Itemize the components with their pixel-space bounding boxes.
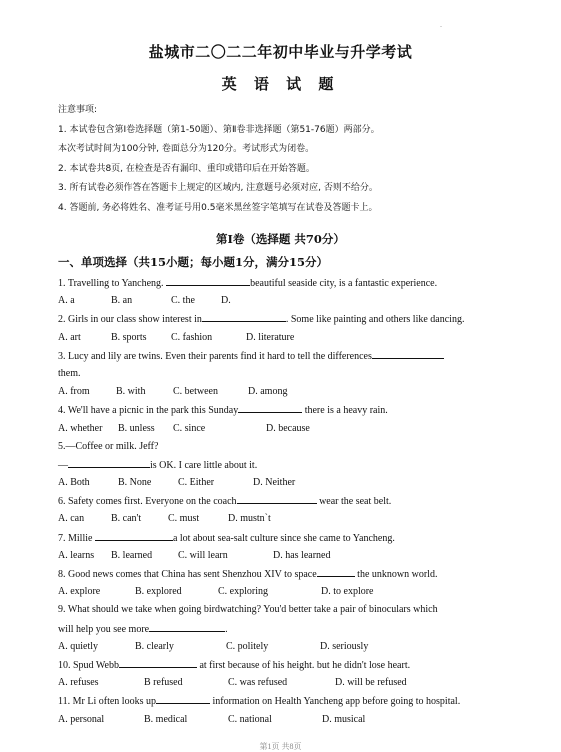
question-line	[58, 401, 518, 419]
answer-blank[interactable]	[317, 565, 355, 577]
question-text: 1. Travelling to Yancheng.	[58, 278, 167, 289]
answer-option[interactable]: B. an	[111, 295, 133, 307]
answer-option[interactable]: A. refuses	[58, 677, 99, 689]
answer-option[interactable]: C. will learn	[178, 549, 228, 561]
answer-option[interactable]: D. mustn`t	[228, 513, 271, 525]
answer-option[interactable]: D. has learned	[273, 549, 331, 561]
question-line	[58, 565, 518, 583]
question-line	[58, 656, 518, 674]
answer-option[interactable]: C. between	[173, 386, 218, 398]
question-text: 3. Lucy and lily are twins. Even their parents find it hard to tell the differences	[58, 350, 372, 362]
answer-option[interactable]: B. None	[118, 477, 152, 489]
answer-option[interactable]: A. personal	[58, 713, 105, 725]
note-item: 2. 本试卷共8页, 在检查是否有漏印、重印或错印后在开始答题。	[58, 163, 315, 174]
answer-option[interactable]: D. to explore	[321, 586, 374, 598]
part-title: 一、单项选择（共15小题；每小题1分，满分15分）	[58, 255, 329, 269]
answer-blank[interactable]	[238, 401, 302, 413]
answer-option[interactable]: C. politely	[226, 640, 269, 652]
question-text: .	[225, 623, 228, 635]
notes-section	[58, 101, 380, 218]
question-text: 4. We'll have a picnic in the park this Sunday	[58, 405, 239, 417]
notes-heading: 注意事项:	[58, 105, 98, 115]
answer-option[interactable]: D. seriously	[320, 640, 369, 652]
corner-mark: .	[440, 20, 442, 29]
question-line	[58, 347, 518, 365]
answer-option[interactable]: B. medical	[144, 713, 188, 725]
note-item: 本次考试时间为100分钟, 卷面总分为120分。考试形式为闭卷。	[58, 144, 315, 154]
question-text: 11. Mr Li often looks up	[58, 696, 156, 708]
section-title: 第Ⅰ卷（选择题 共70分）	[216, 232, 345, 246]
answer-blank[interactable]	[237, 492, 317, 504]
answer-option[interactable]: C. national	[228, 713, 272, 725]
answer-option[interactable]: C. was refused	[228, 677, 288, 689]
question-line	[58, 620, 518, 638]
options-row	[58, 292, 518, 310]
answer-option[interactable]: D.	[221, 295, 231, 307]
question-line	[58, 601, 518, 619]
answer-blank[interactable]	[156, 692, 210, 704]
note-item: 4. 答题前, 务必将姓名、准考证号用0.5毫米黑丝签字笔填写在试卷及答题卡上。	[58, 202, 378, 213]
question-text: 8. Good news comes that China has sent Shenzhou XIV to space	[58, 569, 317, 580]
question-line	[58, 365, 518, 383]
question-text: is OK. I care little about it.	[150, 459, 258, 471]
answer-option[interactable]: D. among	[248, 386, 288, 398]
answer-option[interactable]: B. can't	[111, 513, 142, 525]
note-item: 3. 所有试卷必须作答在答题卡上规定的区域内, 注意题号必须对应, 否则不给分。	[58, 183, 378, 193]
options-row	[58, 638, 518, 656]
answer-option[interactable]: D. musical	[322, 713, 366, 725]
options-row	[58, 583, 518, 601]
question-line	[58, 310, 518, 328]
answer-option[interactable]: A. art	[58, 331, 81, 343]
question-text: the unknown world.	[354, 569, 438, 580]
question-text: wear the seat belt.	[316, 496, 392, 508]
answer-option[interactable]: B. clearly	[135, 640, 174, 652]
answer-option[interactable]: B. learned	[111, 549, 153, 561]
answer-option[interactable]: A. quietly	[58, 640, 98, 652]
answer-option[interactable]: A. Both	[58, 477, 90, 489]
question-text: 7. Millie	[58, 532, 95, 544]
answer-option[interactable]: C. the	[171, 295, 195, 307]
answer-option[interactable]: D. because	[266, 422, 310, 434]
answer-option[interactable]: B. with	[116, 386, 146, 398]
question-line	[58, 692, 518, 710]
question-text: 9. What should we take when going birdwatching? You'd better take a pair of binoculars which	[58, 604, 438, 616]
answer-option[interactable]: B refused	[144, 677, 183, 689]
answer-option[interactable]: A. explore	[58, 586, 101, 598]
question-text: . Some like painting and others like dancing.	[285, 314, 465, 326]
question-list	[58, 274, 518, 729]
page-footer: 第1页 共8页	[259, 742, 302, 751]
answer-option[interactable]: D. will be refused	[335, 677, 407, 689]
answer-option[interactable]: C. Either	[178, 477, 215, 489]
options-row	[58, 474, 518, 492]
answer-blank[interactable]	[202, 310, 286, 322]
question-line	[58, 492, 518, 510]
answer-blank[interactable]	[372, 347, 444, 359]
question-line	[58, 456, 518, 474]
answer-blank[interactable]	[149, 620, 225, 632]
question-text: 2. Girls in our class show interest in	[58, 314, 202, 326]
options-row	[58, 420, 518, 438]
question-text: beautiful seaside city, is a fantastic experience.	[250, 278, 438, 289]
question-line	[58, 529, 518, 547]
answer-option[interactable]: B. unless	[118, 422, 155, 434]
answer-blank[interactable]	[119, 656, 197, 668]
answer-option[interactable]: B. sports	[111, 331, 147, 343]
answer-blank[interactable]	[95, 529, 173, 541]
answer-option[interactable]: B. explored	[135, 586, 182, 598]
note-item: 1. 本试卷包含第Ⅰ卷选择题（第1-50题）、第Ⅱ卷非选择题（第51-76题）两部分。	[58, 124, 380, 135]
answer-blank[interactable]	[166, 274, 250, 286]
question-text: a lot about sea-salt culture since she came to Yancheng.	[172, 532, 395, 544]
question-text: at first because of his height. but he didn't lose heart.	[196, 659, 411, 671]
question-text: 10. Spud Webb	[58, 659, 119, 671]
question-text: 5.—Coffee or milk. Jeff?	[58, 440, 159, 452]
exam-subtitle: 英 语 试 题	[221, 75, 340, 93]
options-row	[58, 329, 518, 347]
options-row	[58, 510, 518, 528]
question-text: them.	[58, 367, 81, 379]
options-row	[58, 674, 518, 692]
question-text: will help you see more	[58, 623, 150, 635]
exam-title: 盐城市二〇二二年初中毕业与升学考试	[148, 43, 413, 61]
options-row	[58, 383, 518, 401]
answer-option[interactable]: C. exploring	[218, 586, 268, 598]
answer-option[interactable]: C. must	[168, 513, 200, 525]
options-row	[58, 711, 518, 729]
question-line	[58, 438, 518, 456]
answer-option[interactable]: D. Neither	[253, 477, 296, 489]
question-text: —	[58, 459, 68, 471]
answer-option[interactable]: A. from	[58, 386, 90, 398]
answer-option[interactable]: C. since	[173, 422, 206, 434]
answer-option[interactable]: D. literature	[246, 331, 295, 343]
options-row	[58, 547, 518, 565]
answer-blank[interactable]	[68, 456, 150, 468]
question-text: information on Health Yancheng app before going to hospital.	[209, 696, 461, 708]
question-text: 6. Safety comes first. Everyone on the coach	[58, 496, 237, 508]
question-text: there is a heavy rain.	[302, 405, 388, 417]
question-line	[58, 274, 518, 292]
answer-option[interactable]: A. whether	[58, 422, 103, 434]
answer-option[interactable]: A. a	[58, 295, 75, 307]
answer-option[interactable]: A. can	[58, 513, 85, 525]
answer-option[interactable]: C. fashion	[171, 331, 213, 343]
answer-option[interactable]: A. learns	[58, 549, 95, 561]
